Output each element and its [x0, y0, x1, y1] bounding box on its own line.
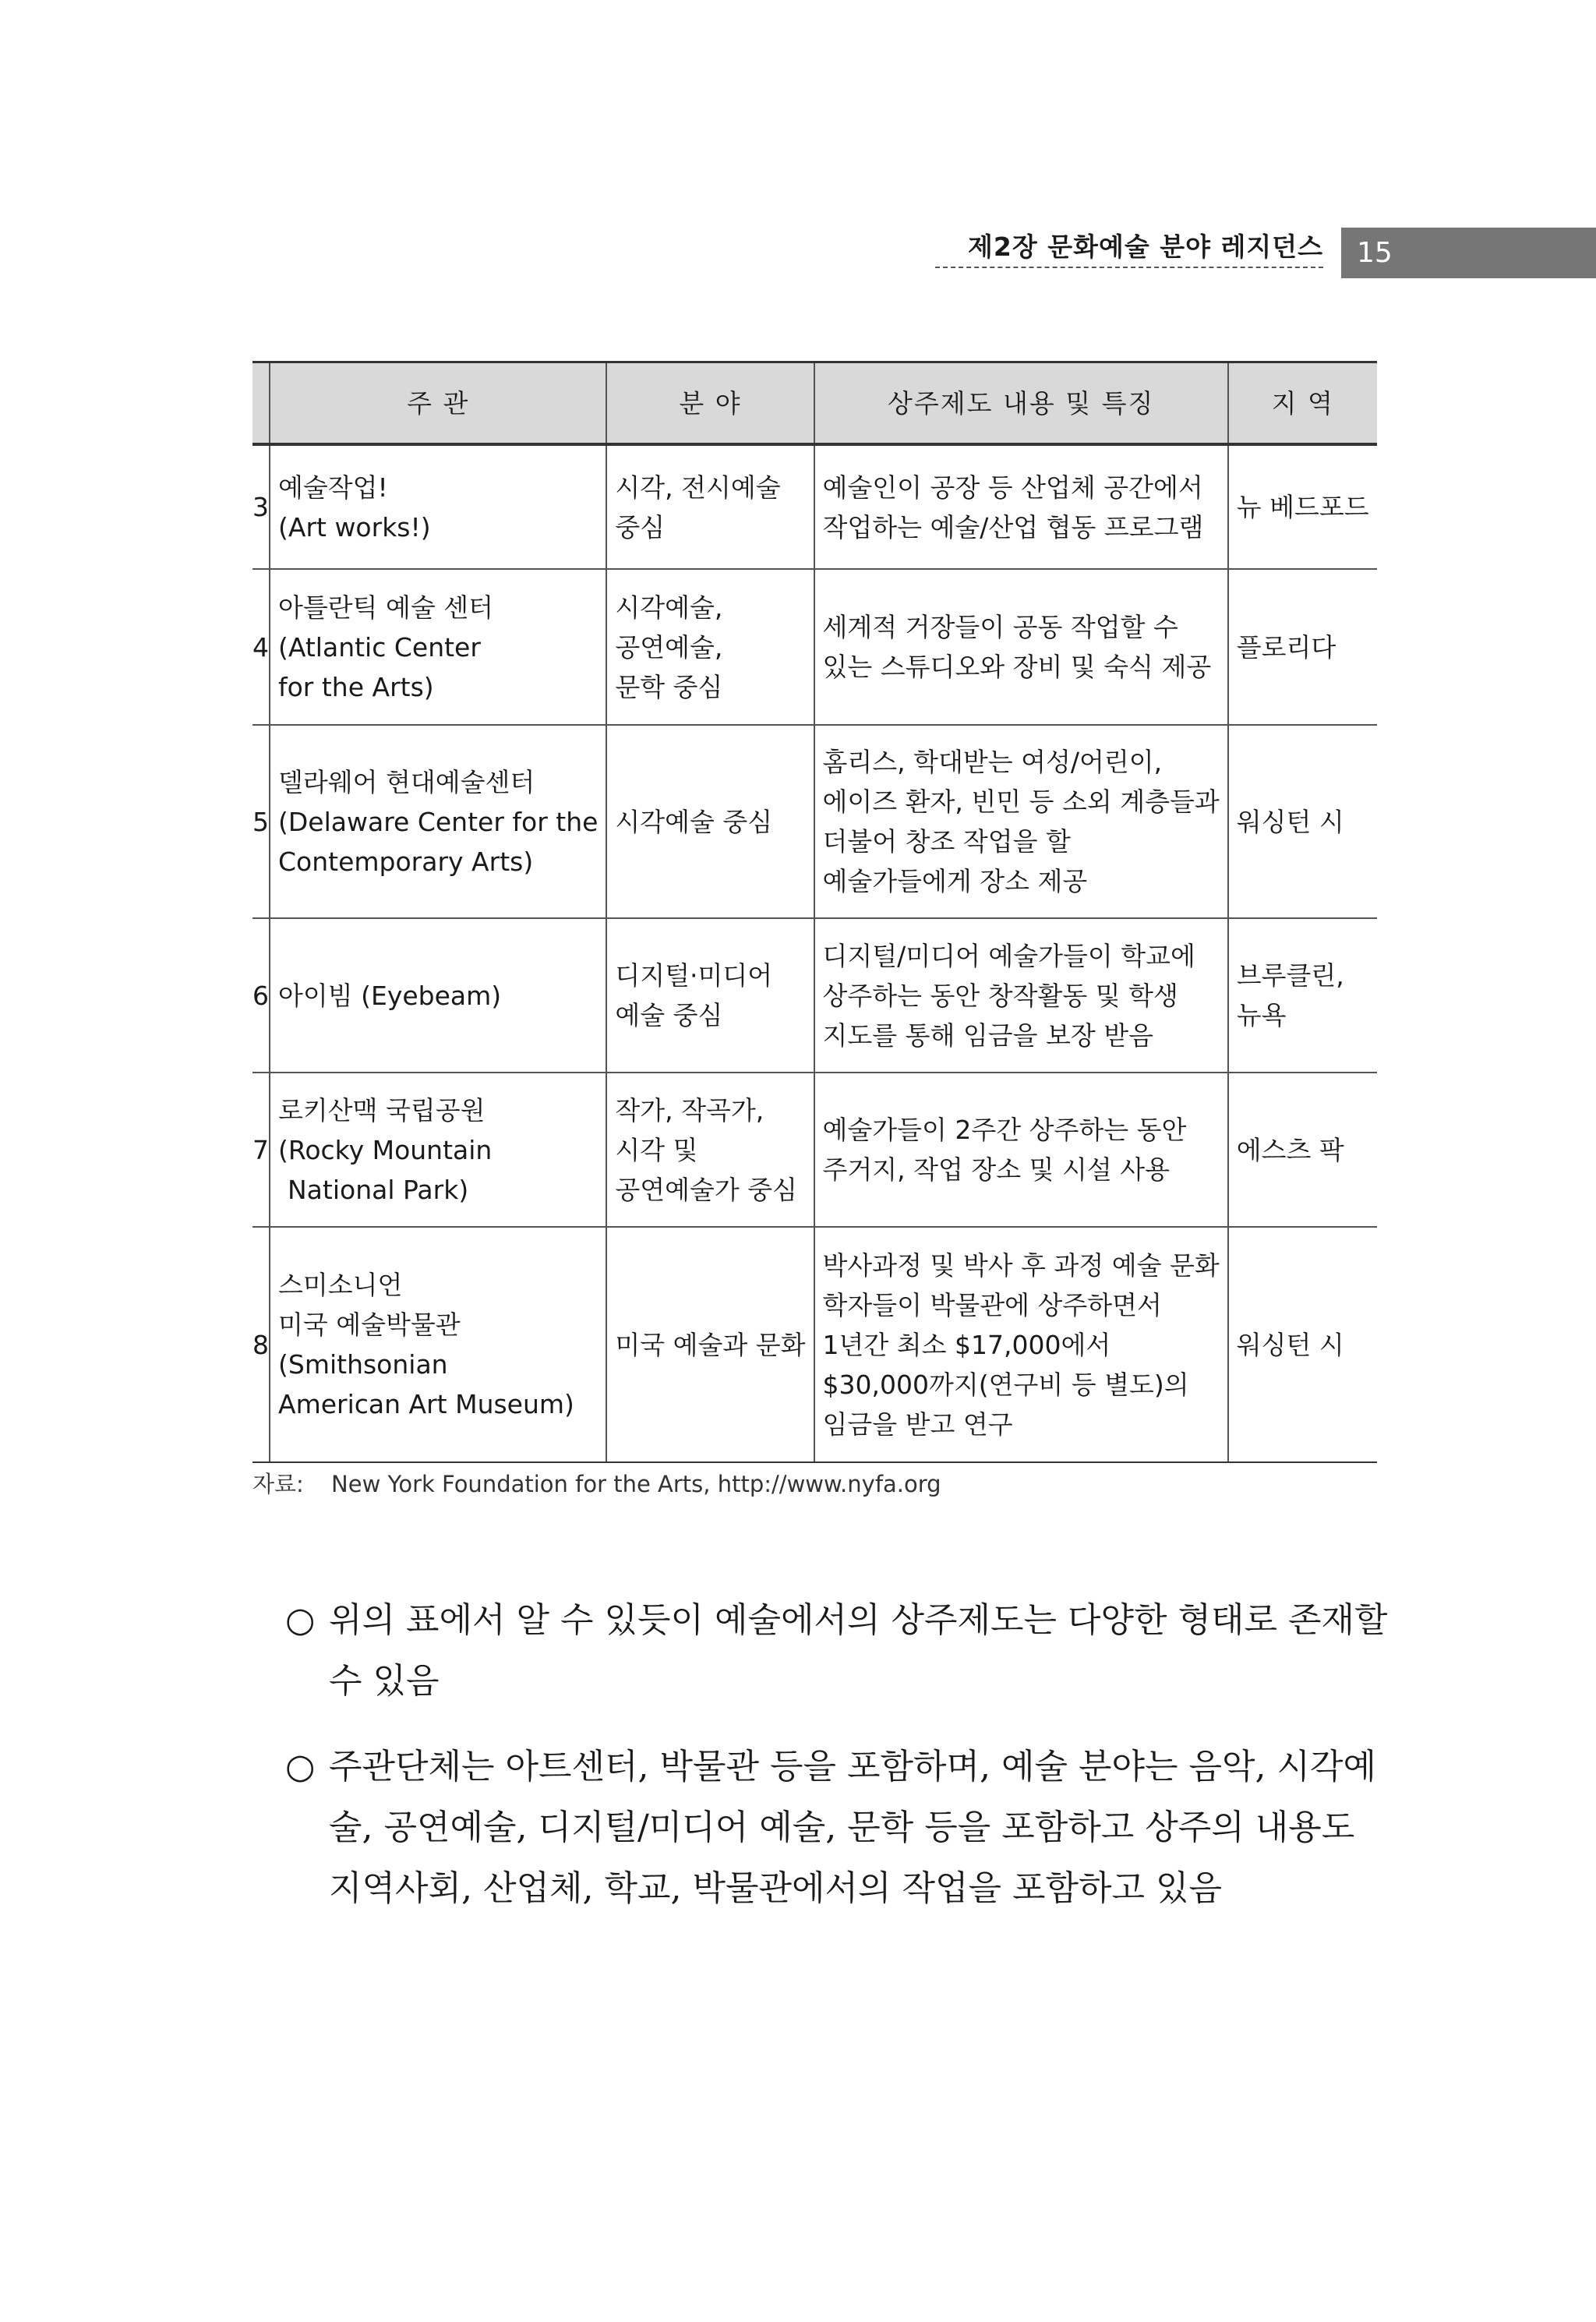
cell-line: 있는 스튜디오와 장비 및 숙식 제공 — [822, 652, 1212, 682]
circle-bullet-icon: ○ — [285, 1600, 316, 1640]
region-cell — [1228, 918, 1377, 1073]
cell-line: 작가, 작곡가, — [615, 1094, 764, 1126]
organizer-cell — [270, 444, 606, 569]
circle-bullet-icon: ○ — [285, 1747, 316, 1787]
description-cell — [814, 1227, 1228, 1462]
cell-line: (Atlantic Center — [278, 631, 481, 663]
cell-line: 예술인이 공장 등 산업체 공간에서 — [822, 472, 1203, 503]
col-header-description: 상주제도 내용 및 특징 — [814, 362, 1228, 445]
col-header-region: 지 역 — [1228, 362, 1377, 445]
cell-line: 예술가들에게 장소 제공 — [822, 866, 1088, 896]
cell-line: 뉴 베드포드 — [1236, 492, 1369, 522]
cell-line: 지도를 통해 임금을 보장 받음 — [822, 1020, 1154, 1051]
cell-line: 아이빔 (Eyebeam) — [278, 980, 502, 1011]
paragraph-line: 위의 표에서 알 수 있듯이 예술에서의 상주제도는 다양한 형태로 존재할 — [329, 1600, 1388, 1640]
description-cell — [814, 1073, 1228, 1227]
cell-line: 워싱턴 시 — [1236, 806, 1344, 837]
cell-line: 시각 및 — [615, 1134, 698, 1165]
row-number: 6 — [252, 918, 270, 1073]
cell-line: 예술 중심 — [615, 1000, 723, 1030]
region-cell — [1228, 725, 1377, 918]
cell-line: 브루클린, — [1236, 960, 1344, 991]
paragraph-line: 지역사회, 산업체, 학교, 박물관에서의 작업을 포함하고 있음 — [329, 1868, 1222, 1908]
row-number: 3 — [252, 444, 270, 569]
cell-line: 미국 예술과 문화 — [615, 1329, 806, 1360]
col-header-no — [252, 362, 270, 445]
col-header-field: 분 야 — [606, 362, 814, 445]
field-cell — [606, 918, 814, 1073]
description-cell — [814, 918, 1228, 1073]
cell-line: 아틀란틱 예술 센터 — [278, 592, 494, 623]
cell-line: 예술작업! — [278, 472, 388, 503]
cell-line: 더불어 창조 작업을 할 — [822, 826, 1071, 857]
cell-line: (Smithsonian — [278, 1349, 448, 1380]
cell-line: 세계적 거장들이 공동 작업할 수 — [822, 612, 1178, 642]
paragraph-line: 수 있음 — [329, 1661, 440, 1701]
page-number: 15 — [1341, 228, 1596, 278]
col-header-organizer: 주 관 — [270, 362, 606, 445]
cell-line: Contemporary Arts) — [278, 846, 534, 877]
description-cell — [814, 444, 1228, 569]
cell-line: 공연예술가 중심 — [615, 1174, 798, 1205]
cell-line: 디지털·미디어 — [615, 960, 773, 991]
row-number: 8 — [252, 1227, 270, 1462]
cell-line: 시각, 전시예술 — [615, 472, 781, 503]
organizer-cell — [270, 569, 606, 725]
source-label: 자료: — [252, 1471, 304, 1497]
cell-line: 로키산맥 국립공원 — [278, 1094, 486, 1126]
table-row — [252, 918, 1377, 1073]
organizer-cell — [270, 725, 606, 918]
cell-line: 스미소니언 — [278, 1270, 403, 1300]
paragraph-line: 주관단체는 아트센터, 박물관 등을 포함하며, 예술 분야는 음악, 시각예 — [329, 1747, 1376, 1787]
cell-line: National Park) — [288, 1174, 469, 1205]
field-cell — [606, 725, 814, 918]
cell-line: 뉴욕 — [1236, 1000, 1287, 1030]
cell-line: 예술가들이 2주간 상주하는 동안 — [822, 1115, 1187, 1145]
table-row — [252, 725, 1377, 918]
cell-line: 디지털/미디어 예술가들이 학교에 — [822, 940, 1195, 971]
cell-line: (Rocky Mountain — [278, 1134, 493, 1165]
region-cell — [1228, 444, 1377, 569]
bullet-paragraph — [285, 1590, 1388, 1712]
paragraph-line: 술, 공연예술, 디지털/미디어 예술, 문학 등을 포함하고 상주의 내용도 — [329, 1808, 1355, 1847]
organizer-cell — [270, 1227, 606, 1462]
cell-line: 상주하는 동안 창작활동 및 학생 — [822, 980, 1178, 1011]
cell-line: (Art works!) — [278, 511, 431, 543]
field-cell — [606, 1227, 814, 1462]
cell-line: American Art Museum) — [278, 1389, 574, 1419]
cell-line: 1년간 최소 $17,000에서 — [822, 1329, 1111, 1360]
table-row — [252, 444, 1377, 569]
source-note — [252, 1467, 941, 1499]
description-cell — [814, 725, 1228, 918]
cell-line: 중심 — [615, 511, 666, 543]
chapter-title: 제2장 문화예술 분야 레지던스 — [935, 228, 1323, 268]
cell-line: 델라웨어 현대예술센터 — [278, 766, 535, 797]
cell-line: 작업하는 예술/산업 협동 프로그램 — [822, 511, 1204, 543]
row-number: 4 — [252, 569, 270, 725]
cell-line: 플로리다 — [1236, 631, 1336, 663]
cell-line: 문학 중심 — [615, 671, 723, 702]
body-paragraphs — [285, 1590, 1388, 1944]
cell-line: 주거지, 작업 장소 및 시설 사용 — [822, 1154, 1171, 1185]
cell-line: $30,000까지(연구비 등 별도)의 — [822, 1369, 1189, 1400]
cell-line: (Delaware Center for the — [278, 806, 598, 837]
cell-line: 공연예술, — [615, 631, 723, 663]
cell-line: 에이즈 환자, 빈민 등 소외 계층들과 — [822, 786, 1220, 817]
residency-table — [252, 361, 1377, 1463]
field-cell — [606, 1073, 814, 1227]
cell-line: 워싱턴 시 — [1236, 1329, 1344, 1360]
cell-line: 임금을 받고 연구 — [822, 1408, 1013, 1440]
bullet-paragraph — [285, 1737, 1376, 1919]
source-text: New York Foundation for the Arts, http://www.nyfa.org — [331, 1471, 941, 1497]
organizer-cell — [270, 918, 606, 1073]
region-cell — [1228, 1227, 1377, 1462]
cell-line: 박사과정 및 박사 후 과정 예술 문화 — [822, 1249, 1220, 1281]
row-number: 5 — [252, 725, 270, 918]
description-cell — [814, 569, 1228, 725]
region-cell — [1228, 1073, 1377, 1227]
field-cell — [606, 569, 814, 725]
field-cell — [606, 444, 814, 569]
cell-line: 시각예술, — [615, 592, 723, 623]
cell-line: for the Arts) — [278, 671, 434, 702]
table-row — [252, 569, 1377, 725]
table-row — [252, 1227, 1377, 1462]
cell-line: 홈리스, 학대받는 여성/어린이, — [822, 747, 1163, 777]
cell-line: 미국 예술박물관 — [278, 1309, 461, 1340]
region-cell — [1228, 569, 1377, 725]
row-number: 7 — [252, 1073, 270, 1227]
cell-line: 시각예술 중심 — [615, 806, 773, 837]
table-row — [252, 1073, 1377, 1227]
organizer-cell — [270, 1073, 606, 1227]
cell-line: 학자들이 박물관에 상주하면서 — [822, 1289, 1162, 1320]
table-header-row — [252, 362, 1377, 445]
cell-line: 에스츠 팍 — [1236, 1134, 1344, 1165]
